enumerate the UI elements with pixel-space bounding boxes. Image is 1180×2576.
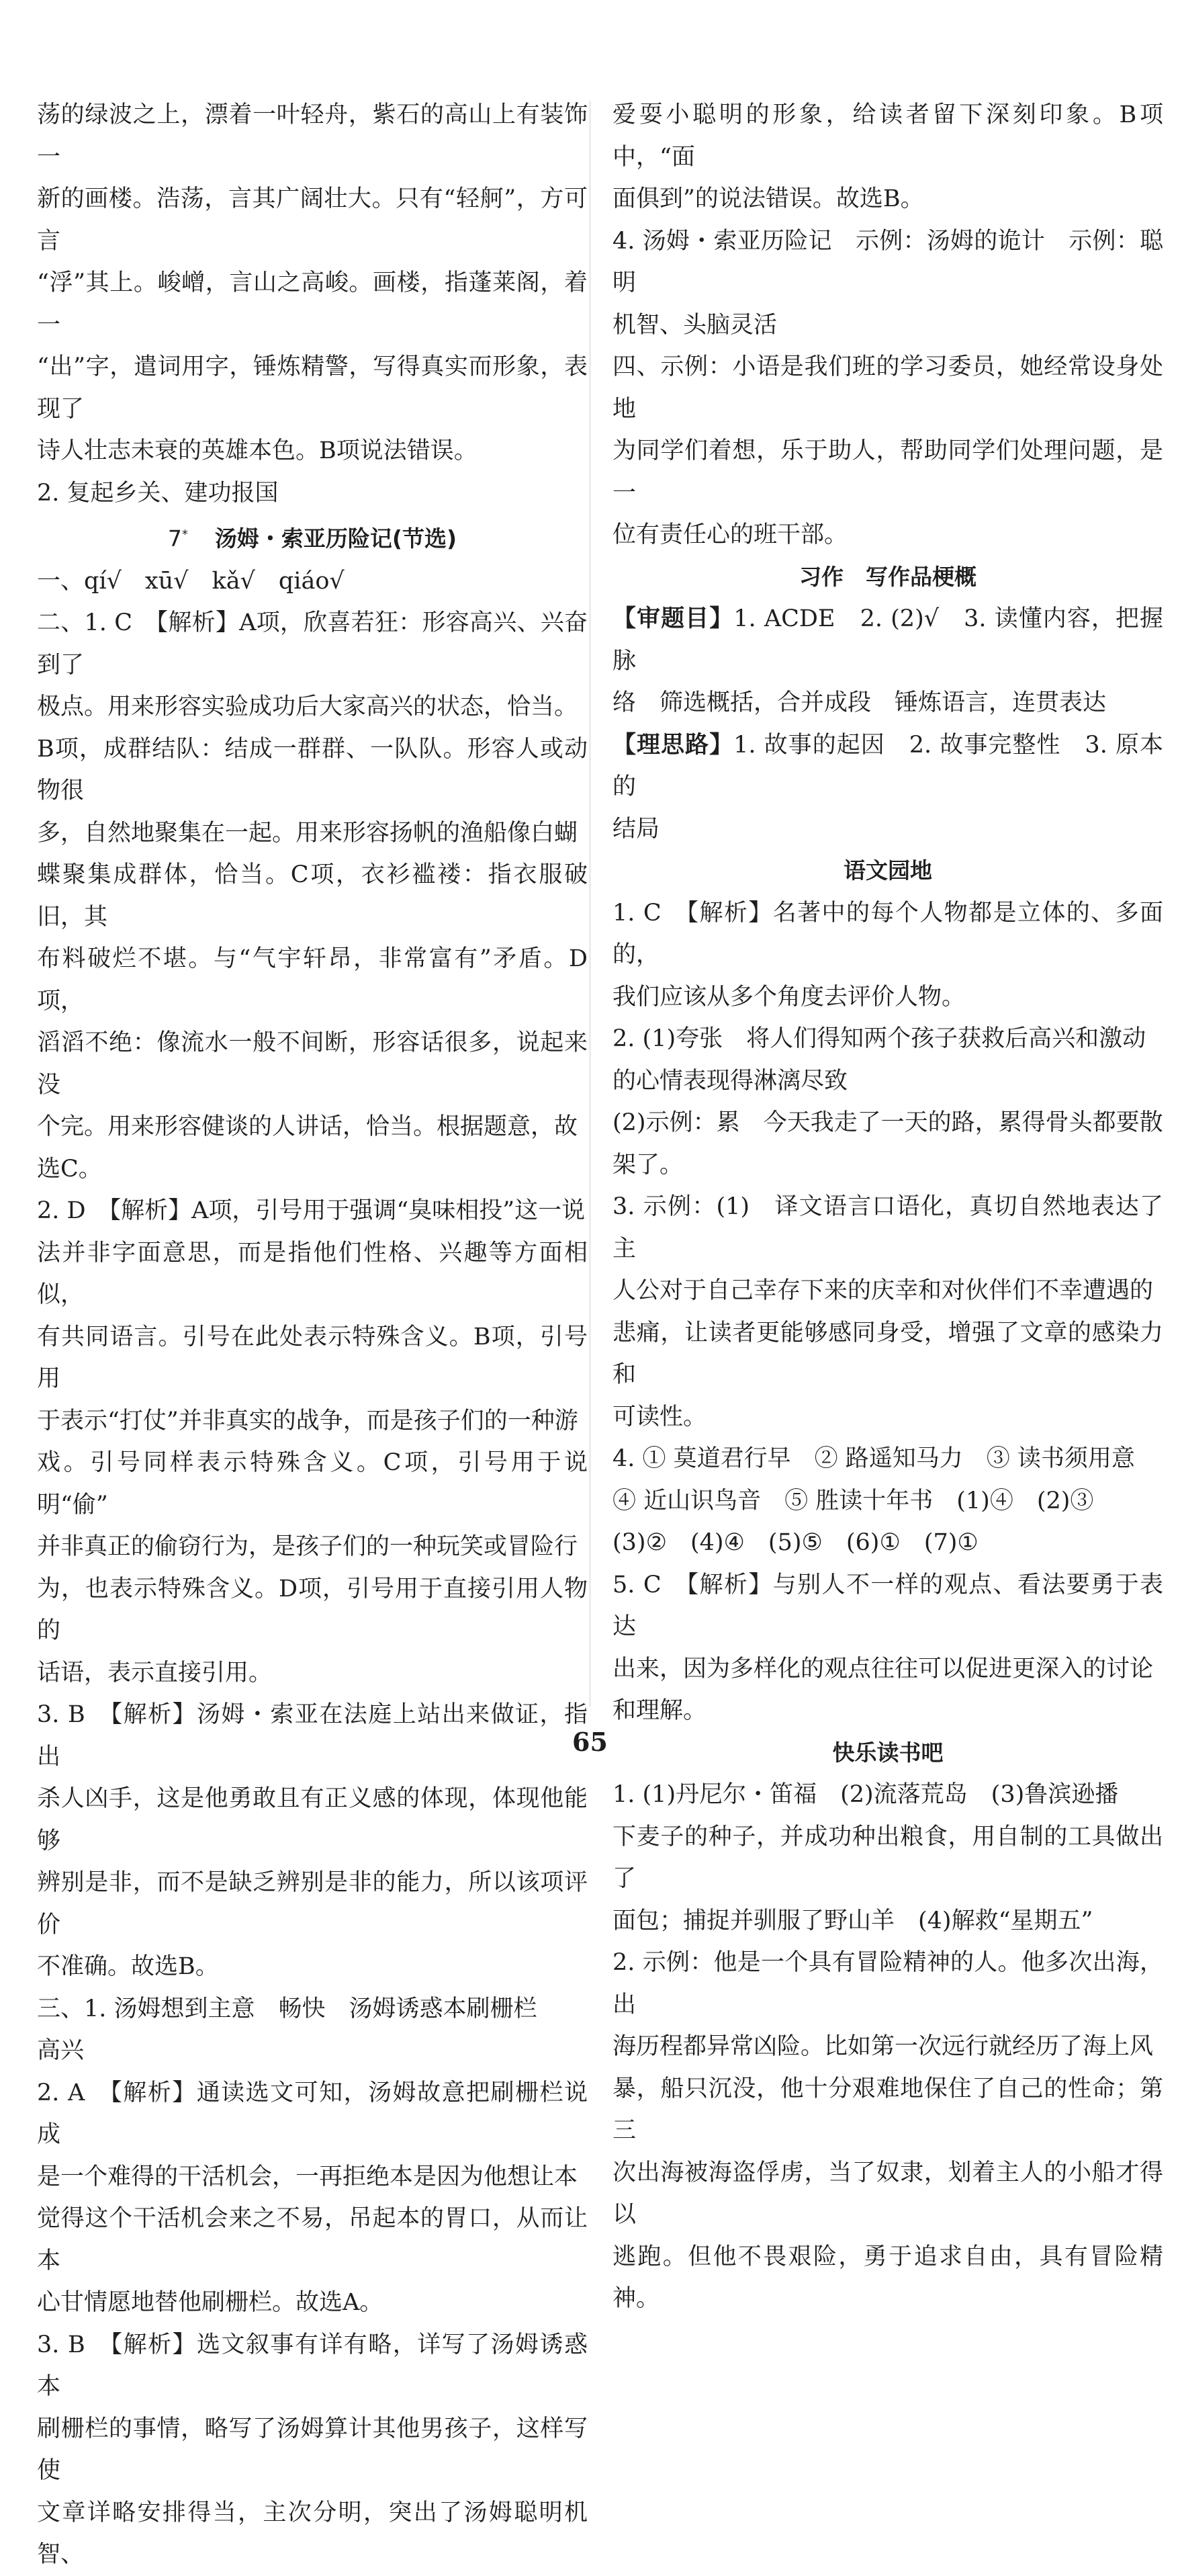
text-line: 荡的绿波之上，漂着一叶轻舟，紫石的高山上有装饰一 — [37, 101, 588, 171]
heading-xizuo: 习作 写作品梗概 — [799, 563, 977, 590]
text-line: 有共同语言。引号在此处表示特殊含义。B项，引号用 — [37, 1323, 588, 1392]
text-line: 蝶聚集成群体，恰当。C项，衣衫褴褛：指衣服破旧，其 — [37, 861, 588, 931]
text-line: B项，成群结队：结成一群群、一队队。形容人或动物很 — [37, 735, 588, 804]
text-line: 暴，船只沉没，他十分艰难地保住了自己的性命；第三 — [612, 2075, 1163, 2144]
text-line: 架了。 — [612, 1151, 684, 1178]
text-line: 滔滔不绝：像流水一般不间断，形容话很多，说起来没 — [37, 1029, 588, 1099]
text-line: 戏。引号同样表示特殊含义。C项，引号用于说明“偷” — [37, 1449, 588, 1518]
text-line: 面包；捕捉并驯服了野山羊 (4)解救“星期五” — [612, 1907, 1093, 1934]
text-line: 是一个难得的干活机会，一再拒绝本是因为他想让本 — [37, 2163, 578, 2190]
text-line: 话语，表示直接引用。 — [37, 1659, 273, 1686]
text-line: 选C。 — [37, 1155, 102, 1183]
text-line: 3. 示例：(1) 译文语言口语化，真切自然地表达了主 — [612, 1193, 1163, 1262]
text-line: 1. C 【解析】名著中的每个人物都是立体的、多面的， — [612, 899, 1163, 968]
text-line: 可读性。 — [612, 1403, 707, 1430]
text-line: 新的画楼。浩荡，言其广阔壮大。只有“轻舸”，方可言 — [37, 185, 588, 255]
right-column — [612, 94, 1163, 2320]
text-line: 杀人凶手，这是他勇敢且有正义感的体现，体现他能够 — [37, 1785, 588, 1854]
text-line: 次出海被海盗俘虏，当了奴隶，划着主人的小船才得以 — [612, 2159, 1163, 2228]
text-line: “浮”其上。峻嶒，言山之高峻。画楼，指蓬莱阁，着一 — [37, 269, 588, 339]
text-line: 的心情表现得淋漓尽致 — [612, 1067, 848, 1094]
text-line: 2. (1)夸张 将人们得知两个孩子获救后高兴和激动 — [612, 1025, 1146, 1052]
text-line: 【审题目】1. ACDE 2. (2)√ 3. 读懂内容，把握脉 — [612, 605, 1163, 675]
text-line: 人公对于自己幸存下来的庆幸和对伙伴们不幸遭遇的 — [612, 1277, 1154, 1304]
text-line: 出来，因为多样化的观点往往可以促进更深入的讨论 — [612, 1655, 1154, 1682]
text-line: 3. B 【解析】选文叙事有详有略，详写了汤姆诱惑本 — [37, 2331, 588, 2400]
text-line: 心甘情愿地替他刷栅栏。故选A。 — [37, 2289, 383, 2316]
text-line: (2)示例：累 今天我走了一天的路，累得骨头都要散 — [612, 1109, 1163, 1136]
text-line: 4. 汤姆・索亚历险记 示例：汤姆的诡计 示例：聪明 — [612, 227, 1163, 296]
left-column — [37, 94, 588, 2576]
heading-yuwen-yuandi: 语文园地 — [844, 857, 932, 884]
heading-kuaile-dushuba: 快乐读书吧 — [832, 1739, 944, 1766]
text-line: 3. B 【解析】汤姆・索亚在法庭上站出来做证，指出 — [37, 1701, 588, 1770]
text-line: 布料破烂不堪。与“气宇轩昂，非常富有”矛盾。D项， — [37, 945, 588, 1015]
text-line: ④ 近山识鸟音 ⑤ 胜读十年书 (1)④ (2)③ — [612, 1487, 1094, 1514]
text-line: 刷栅栏的事情，略写了汤姆算计其他男孩子，这样写使 — [37, 2415, 588, 2484]
text-line: 【理思路】1. 故事的起因 2. 故事完整性 3. 原本的 — [612, 731, 1163, 800]
text-line: 二、1. C 【解析】A项，欣喜若狂：形容高兴、兴奋到了 — [37, 609, 588, 679]
section-heading-7 — [37, 514, 588, 560]
text-line: 位有责任心的班干部。 — [612, 521, 848, 548]
text-line: 1. (1)丹尼尔・笛福 (2)流落荒岛 (3)鲁滨逊播 — [612, 1781, 1119, 1808]
section-number: 7* — [167, 525, 188, 552]
page-number: 65 — [572, 1727, 608, 1757]
text-line: 极点。用来形容实验成功后大家高兴的状态，恰当。 — [37, 693, 578, 720]
text-line: 为，也表示特殊含义。D项，引号用于直接引用人物的 — [37, 1575, 588, 1644]
text-line: 不准确。故选B。 — [37, 1953, 219, 1980]
text-line: 2. A 【解析】通读选文可知，汤姆故意把刷栅栏说成 — [37, 2079, 588, 2148]
text-line: 爱耍小聪明的形象，给读者留下深刻印象。B项中，“面 — [612, 101, 1163, 171]
text-line: 文章详略安排得当，主次分明，突出了汤姆聪明机智、 — [37, 2499, 588, 2568]
text-line: 2. 示例：他是一个具有冒险精神的人。他多次出海，出 — [612, 1949, 1163, 2018]
text-line: (3)② (4)④ (5)⑤ (6)① (7)① — [612, 1529, 979, 1556]
label-lisilu: 【理思路】 — [612, 731, 734, 759]
text-line: 为同学们着想，乐于助人，帮助同学们处理问题，是一 — [612, 437, 1163, 507]
text-line: 一、qí√ xū√ kǎ√ qiáo√ — [37, 567, 345, 595]
text-line: 络 筛选概括，合并成段 锤炼语言，连贯表达 — [612, 689, 1107, 716]
text-line: 和理解。 — [612, 1697, 707, 1724]
text-line: 结局 — [612, 815, 660, 843]
text-line: 我们应该从多个角度去评价人物。 — [612, 983, 966, 1011]
text-line: 诗人壮志未衰的英雄本色。B项说法错误。 — [37, 437, 478, 464]
text-line: 2. 复起乡关、建功报国 — [37, 479, 279, 507]
text-line: 海历程都异常凶险。比如第一次远行就经历了海上风 — [612, 2033, 1154, 2060]
text-line: 下麦子的种子，并成功种出粮食，用自制的工具做出了 — [612, 1823, 1163, 1892]
text-line: 并非真正的偷窃行为，是孩子们的一种玩笑或冒险行 — [37, 1533, 578, 1560]
text-line: 机智、头脑灵活 — [612, 311, 778, 339]
text-line: 面俱到”的说法错误。故选B。 — [612, 185, 924, 212]
text-line: 多，自然地聚集在一起。用来形容扬帆的渔船像白蝴 — [37, 819, 578, 847]
text-line: 四、示例：小语是我们班的学习委员，她经常设身处地 — [612, 353, 1163, 423]
text-line: 2. D 【解析】A项，引号用于强调“臭味相投”这一说 — [37, 1197, 586, 1224]
text-line: 法并非字面意思，而是指他们性格、兴趣等方面相似， — [37, 1239, 588, 1308]
text-line: 辨别是非，而不是缺乏辨别是非的能力，所以该项评价 — [37, 1869, 588, 1938]
text-line: 高兴 — [37, 2037, 85, 2064]
text-line: 于表示“打仗”并非真实的战争，而是孩子们的一种游 — [37, 1407, 578, 1434]
text-line: 4. ① 莫道君行早 ② 路遥知马力 ③ 读书须用意 — [612, 1445, 1135, 1472]
text-line: “出”字，遣词用字，锤炼精警，写得真实而形象，表现了 — [37, 353, 588, 423]
text-line: 悲痛，让读者更能够感同身受，增强了文章的感染力和 — [612, 1319, 1163, 1388]
text-line: 觉得这个干活机会来之不易，吊起本的胃口，从而让本 — [37, 2205, 588, 2274]
label-shentimu: 【审题目】 — [612, 605, 734, 632]
text-line: 个完。用来形容健谈的人讲话，恰当。根据题意，故 — [37, 1113, 578, 1140]
section-title: 汤姆・索亚历险记(节选) — [214, 525, 457, 552]
text-line: 逃跑。但他不畏艰险，勇于追求自由，具有冒险精神。 — [612, 2243, 1163, 2312]
text-line: 5. C 【解析】与别人不一样的观点、看法要勇于表达 — [612, 1571, 1163, 1640]
text-line: 三、1. 汤姆想到主意 畅快 汤姆诱惑本刷栅栏 — [37, 1995, 537, 2022]
